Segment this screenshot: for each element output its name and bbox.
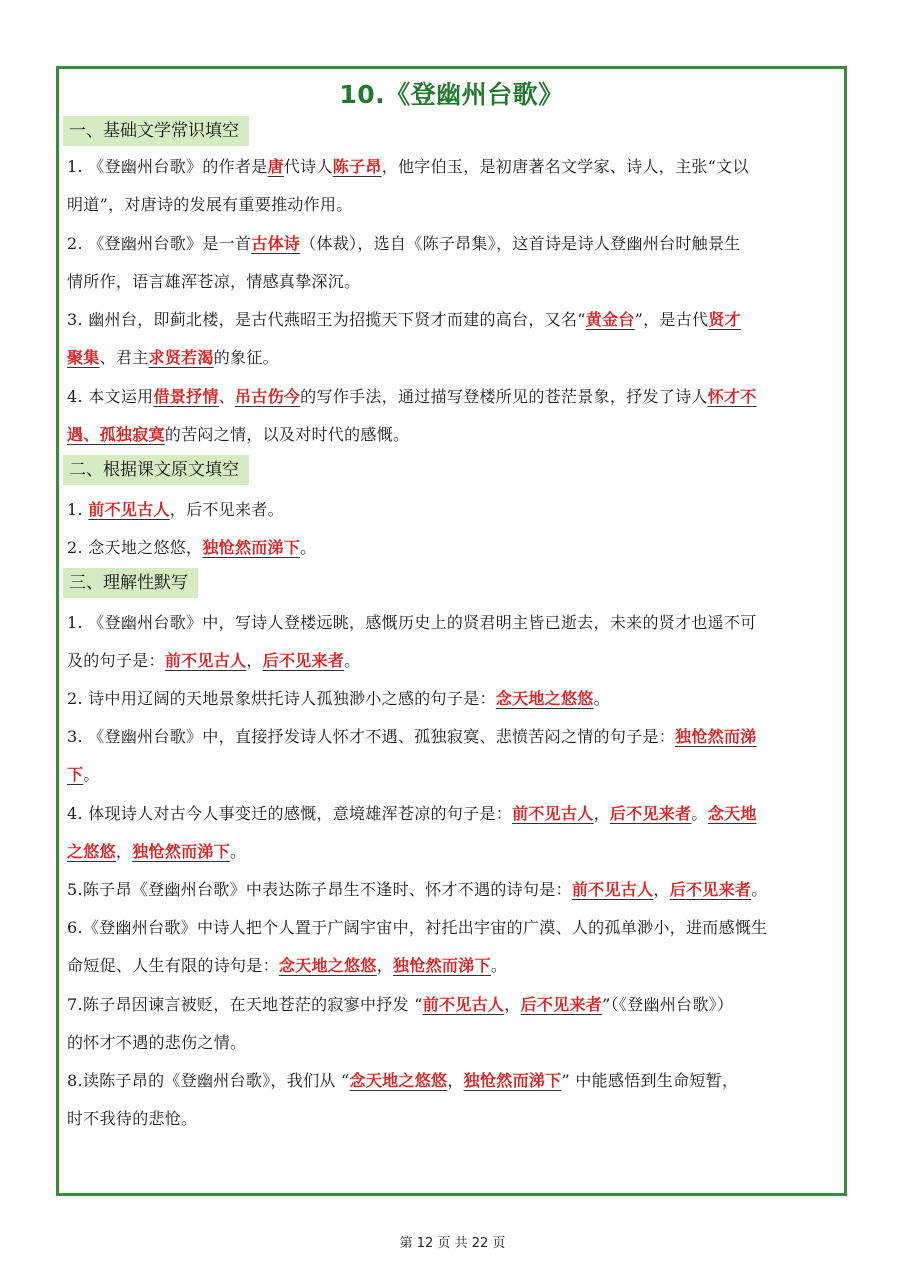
text: ，后不见来者。 xyxy=(169,500,284,519)
section-heading-comprehension: 三、理解性默写 xyxy=(63,568,198,598)
item-4-line-2 xyxy=(67,424,839,446)
text: 1. xyxy=(67,500,83,519)
text: ， xyxy=(653,880,670,899)
answer: 前不见古人 xyxy=(571,880,654,899)
text: 3. 幽州台，即蓟北楼，是古代燕昭王为招揽天下贤才而建的高台，又名“ xyxy=(67,310,586,329)
text: 2. 诗中用辽阔的天地景象烘托诗人孤独渺小之感的句子是： xyxy=(67,689,496,708)
text: 。 xyxy=(230,842,247,861)
text: 。 xyxy=(691,804,708,823)
question-7-line-1 xyxy=(67,994,839,1016)
recite-item-2 xyxy=(67,537,839,559)
section-heading-basic-knowledge: 一、基础文学常识填空 xyxy=(63,116,249,146)
text: 2. 念天地之悠悠， xyxy=(67,538,203,557)
answer-symbol-1: 贤才 xyxy=(708,310,741,329)
text: 及的句子是： xyxy=(67,651,165,670)
text: 。 xyxy=(344,651,361,670)
text: （体裁），选自《陈子昂集》，这首诗是诗人登幽州台时触景生 xyxy=(300,234,741,253)
answer: 独怆然而涕下 xyxy=(132,842,231,861)
text: 8.读陈子昂的《登幽州台歌》，我们从 “ xyxy=(67,1071,350,1090)
question-1-line-1: 1. 《登幽州台歌》中，写诗人登楼远眺，感慨历史上的贤君明主皆已逝去，未来的贤才也遥不可 xyxy=(67,613,757,632)
question-8-line-1 xyxy=(67,1070,839,1092)
worksheet-frame xyxy=(56,66,847,1196)
answer-cont: 之悠悠 xyxy=(67,842,116,861)
text: 命短促、人生有限的诗句是： xyxy=(67,956,279,975)
text: 的象征。 xyxy=(213,348,279,367)
answer: 前不见古人 xyxy=(422,995,505,1014)
answer-emotion: 怀才不 xyxy=(707,387,757,406)
recite-item-1 xyxy=(67,499,839,521)
question-6-line-1: 6.《登幽州台歌》中诗人把个人置于广阔宇宙中，衬托出宇宙的广漠、人的孤单渺小，进而感慨生 xyxy=(67,918,768,937)
question-3-line-2 xyxy=(67,764,839,786)
text: 1. 《登幽州台歌》的作者是 xyxy=(67,157,268,176)
answer-emotion-cont: 遇、孤独寂寞 xyxy=(67,425,165,444)
answer: 后不见来者 xyxy=(669,880,752,899)
answer: 后不见来者 xyxy=(520,995,603,1014)
answer: 念天地之悠悠 xyxy=(495,689,594,708)
text: ”，是古代 xyxy=(634,310,709,329)
text: ， xyxy=(376,956,394,975)
text: 。 xyxy=(751,880,768,899)
question-3-line-1 xyxy=(67,726,839,748)
answer-symbol-2: 求贤若渴 xyxy=(148,348,214,367)
text: 4. 体现诗人对古今人事变迁的感慨，意境雄浑苍凉的句子是： xyxy=(67,804,513,823)
answer: 前不见古人 xyxy=(164,651,247,670)
item-2-line-1 xyxy=(67,233,839,255)
text: 。 xyxy=(83,765,100,784)
answer: 念天地之悠悠 xyxy=(349,1071,448,1090)
question-6-line-2 xyxy=(67,955,839,977)
question-7-line-2: 的怀才不遇的悲伤之情。 xyxy=(67,1033,247,1052)
question-4-line-1 xyxy=(67,803,839,825)
text: 。 xyxy=(593,689,610,708)
text: 。 xyxy=(490,956,508,975)
answer-genre: 古体诗 xyxy=(251,234,301,253)
text: ， xyxy=(504,995,521,1014)
answer-technique-2: 吊古伤今 xyxy=(234,387,301,406)
answer-author: 陈子昂 xyxy=(332,157,382,176)
item-2-line-2: 情所作，语言雄浑苍凉，情感真挚深沉。 xyxy=(67,272,361,291)
text: ， xyxy=(115,842,133,861)
answer: 念天地之悠悠 xyxy=(278,956,377,975)
text: ，他字伯玉，是初唐著名文学家、诗人，主张“文以 xyxy=(381,157,749,176)
answer: 独怆然而涕下 xyxy=(463,1071,562,1090)
answer-line: 前不见古人 xyxy=(88,500,170,519)
text: 5.陈子昂《登幽州台歌》中表达陈子昂生不逢时、怀才不遇的诗句是： xyxy=(67,880,572,899)
item-1-line-1 xyxy=(67,156,839,178)
text: ”（《登幽州台歌》） xyxy=(602,995,734,1014)
text: ， xyxy=(447,1071,464,1090)
text: ， xyxy=(246,651,263,670)
text: 。 xyxy=(300,538,317,557)
answer: 后不见来者 xyxy=(262,651,345,670)
answer: 前不见古人 xyxy=(512,804,594,823)
page-number: 第 12 页 共 22 页 xyxy=(399,1236,506,1251)
item-3-line-1 xyxy=(67,309,839,331)
question-2 xyxy=(67,688,839,710)
question-4-line-2 xyxy=(67,841,839,863)
answer-cont: 下 xyxy=(67,765,84,784)
text: 、君主 xyxy=(99,348,149,367)
answer-symbol-1-cont: 聚集 xyxy=(67,348,100,367)
question-5 xyxy=(67,879,839,901)
text: 代诗人 xyxy=(283,157,333,176)
text: 2. 《登幽州台歌》是一首 xyxy=(67,234,252,253)
item-4-line-1 xyxy=(67,386,839,408)
text: 的苦闷之情，以及对时代的感慨。 xyxy=(164,425,410,444)
answer: 后不见来者 xyxy=(609,804,692,823)
item-3-line-2 xyxy=(67,347,839,369)
answer-line: 独怆然而涕下 xyxy=(202,538,301,557)
text: 、 xyxy=(218,387,235,406)
text: ” 中能感悟到生命短暂， xyxy=(561,1071,739,1090)
text: 7.陈子昂因谏言被贬，在天地苍茫的寂寥中抒发 “ xyxy=(67,995,423,1014)
text: 4. 本文运用 xyxy=(67,387,154,406)
answer: 独怆然而涕下 xyxy=(393,956,491,975)
text: 的写作手法，通过描写登楼所见的苍茫景象，抒发了诗人 xyxy=(300,387,708,406)
question-1-line-2 xyxy=(67,650,839,672)
answer: 独怆然而涕 xyxy=(675,727,757,746)
text: 3. 《登幽州台歌》中，直接抒发诗人怀才不遇、孤独寂寞、悲愤苦闷之情的句子是： xyxy=(67,727,676,746)
text: ， xyxy=(593,804,610,823)
item-1-line-2: 明道”，对唐诗的发展有重要推动作用。 xyxy=(67,195,353,214)
answer-alias: 黄金台 xyxy=(585,310,635,329)
answer: 念天地 xyxy=(707,804,757,823)
section-heading-fill-from-text: 二、根据课文原文填空 xyxy=(63,455,249,485)
page-title: 10.《登幽州台歌》 xyxy=(339,80,564,109)
answer-dynasty: 唐 xyxy=(267,157,284,176)
answer-technique-1: 借景抒情 xyxy=(153,387,219,406)
question-8-line-2: 时不我待的悲怆。 xyxy=(67,1109,198,1128)
